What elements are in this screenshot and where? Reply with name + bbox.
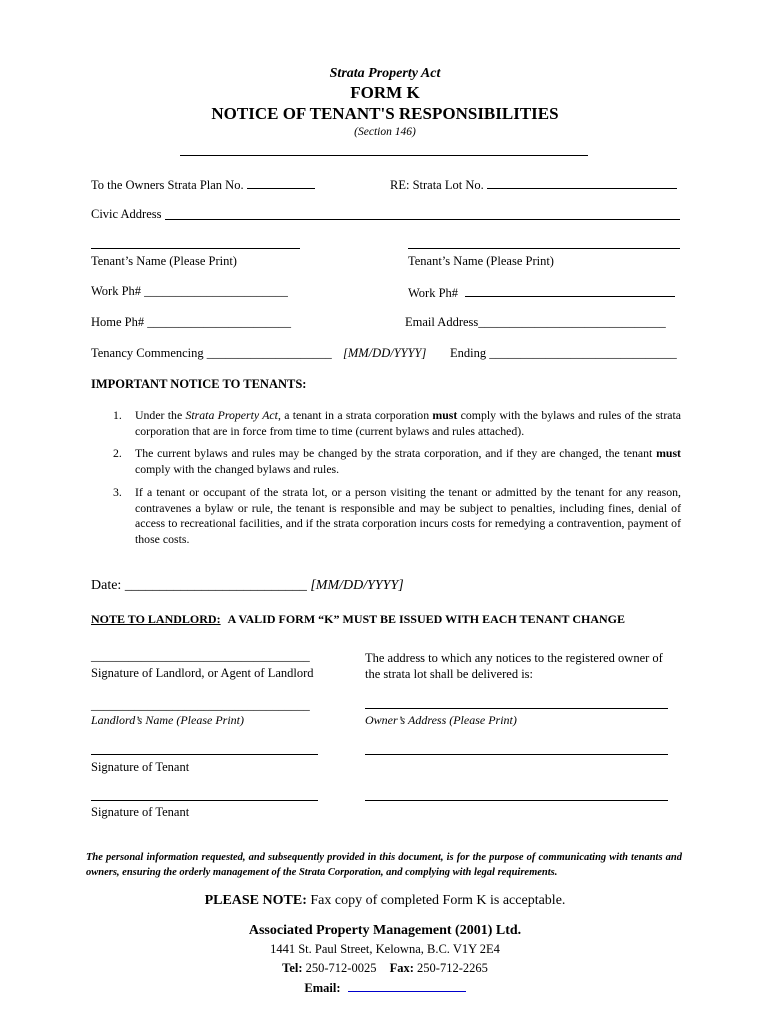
notice-item-number: 2. — [113, 446, 122, 460]
contact-numbers — [0, 961, 770, 976]
fax-label: Fax: — [389, 961, 414, 975]
work-phone-label-2: Work Ph# — [408, 286, 459, 300]
home-phone-field[interactable]: Home Ph# _______________________ — [91, 315, 291, 329]
page-title: NOTICE OF TENANT'S RESPONSIBILITIES — [211, 104, 559, 123]
strata-lot-input[interactable] — [487, 176, 677, 189]
civic-address-label: Civic Address — [91, 207, 162, 221]
date-format: [MM/DD/YYYY] — [310, 578, 404, 593]
email-line — [0, 979, 770, 996]
strata-plan-input[interactable] — [247, 176, 315, 189]
form-title: FORM K — [350, 83, 420, 102]
strata-lot-field — [390, 176, 677, 193]
commencing-date-format: [MM/DD/YYYY] — [343, 346, 427, 360]
work-phone-input-2[interactable] — [465, 284, 675, 297]
company-name: Associated Property Management (2001) Ltd. — [248, 923, 522, 938]
fax-number: 250-712-2265 — [413, 961, 488, 975]
landlord-note-text: A VALID FORM “K” MUST BE ISSUED WITH EACH TENANT CHANGE — [227, 612, 626, 626]
notice-item-text: Under the Strata Property Act, a tenant in a strata corporation must comply with the bylaws and rules of the strata corporation that are in force from time to time (current bylaws and rules attached). — [135, 408, 681, 438]
header-divider — [180, 155, 588, 156]
work-phone-field-2 — [408, 284, 675, 301]
please-note — [0, 893, 770, 909]
email-address-field[interactable]: Email Address______________________________ — [405, 315, 666, 329]
company-address: 1441 St. Paul Street, Kelowna, B.C. V1Y 2E4 — [270, 942, 500, 956]
tenancy-ending-field[interactable]: Ending ______________________________ — [450, 346, 677, 360]
tenant-name-label-1: Tenant’s Name (Please Print) — [91, 254, 237, 268]
tel-label: Tel: — [282, 961, 303, 975]
owner-address-line-3[interactable] — [365, 800, 668, 801]
email-label: Email: — [304, 981, 341, 995]
strata-plan-label: To the Owners Strata Plan No. — [91, 178, 244, 192]
tenant-name-input-1[interactable] — [91, 248, 300, 249]
tenant-signature-label-2: Signature of Tenant — [91, 805, 190, 819]
notice-item-number: 3. — [113, 485, 122, 499]
landlord-signature-input[interactable]: ___________________________________ — [91, 649, 310, 663]
strata-lot-label: RE: Strata Lot No. — [390, 178, 484, 192]
notice-item-number: 1. — [113, 408, 122, 422]
tenant-name-input-2[interactable] — [408, 248, 680, 249]
landlord-name-input[interactable]: ___________________________________ — [91, 698, 310, 712]
notice-heading: IMPORTANT NOTICE TO TENANTS: — [91, 377, 307, 391]
notice-item-text: The current bylaws and rules may be changed by the strata corporation, and if they are changed, the tenant must comply with the changed bylaws and rules. — [135, 446, 681, 476]
work-phone-field-1[interactable]: Work Ph# _______________________ — [91, 284, 288, 298]
section-reference: (Section 146) — [354, 126, 416, 138]
tenant-signature-input-1[interactable] — [91, 754, 318, 755]
notice-item-text: If a tenant or occupant of the strata lot, or a person visiting the tenant or admitted by the tenant for any reason, contravenes a bylaw or rule, the tenant is responsible and may be subject to penalties, including fines, denial of access to recreational facilities, and if the strata corporation incurs costs for remedying a contravention, payment of those costs. — [135, 485, 681, 546]
owner-address-input[interactable] — [365, 708, 668, 709]
date-field[interactable] — [91, 578, 404, 594]
owner-address-label: Owner’s Address (Please Print) — [365, 713, 517, 727]
tenancy-commencing-field[interactable]: Tenancy Commencing ____________________ — [91, 346, 332, 360]
landlord-note-label: NOTE TO LANDLORD: — [91, 612, 221, 626]
landlord-signature-label: Signature of Landlord, or Agent of Landlord — [91, 666, 314, 680]
privacy-statement: The personal information requested, and subsequently provided in this document, is for the purpose of communicating with tenants and owners, ensuring the orderly management of the Strata Corporation, and complying with legal requirements. — [86, 852, 682, 878]
landlord-note — [91, 612, 625, 627]
please-note-text: Fax copy of completed Form K is acceptable. — [306, 893, 566, 908]
email-link[interactable] — [348, 979, 466, 992]
owner-address-line-2[interactable] — [365, 754, 668, 755]
act-name: Strata Property Act — [329, 66, 441, 81]
civic-address-input[interactable] — [165, 219, 680, 220]
tel-number: 250-712-0025 — [302, 961, 377, 975]
tenant-name-label-2: Tenant’s Name (Please Print) — [408, 254, 554, 268]
tenant-signature-label-1: Signature of Tenant — [91, 760, 190, 774]
date-input[interactable]: Date: __________________________ — [91, 578, 307, 593]
please-note-label: PLEASE NOTE: — [204, 893, 307, 908]
owner-notice-text: The address to which any notices to the registered owner of the strata lot shall be delivered is: — [365, 651, 663, 681]
landlord-name-label: Landlord’s Name (Please Print) — [91, 713, 244, 727]
strata-plan-field — [91, 176, 315, 193]
tenant-signature-input-2[interactable] — [91, 800, 318, 801]
